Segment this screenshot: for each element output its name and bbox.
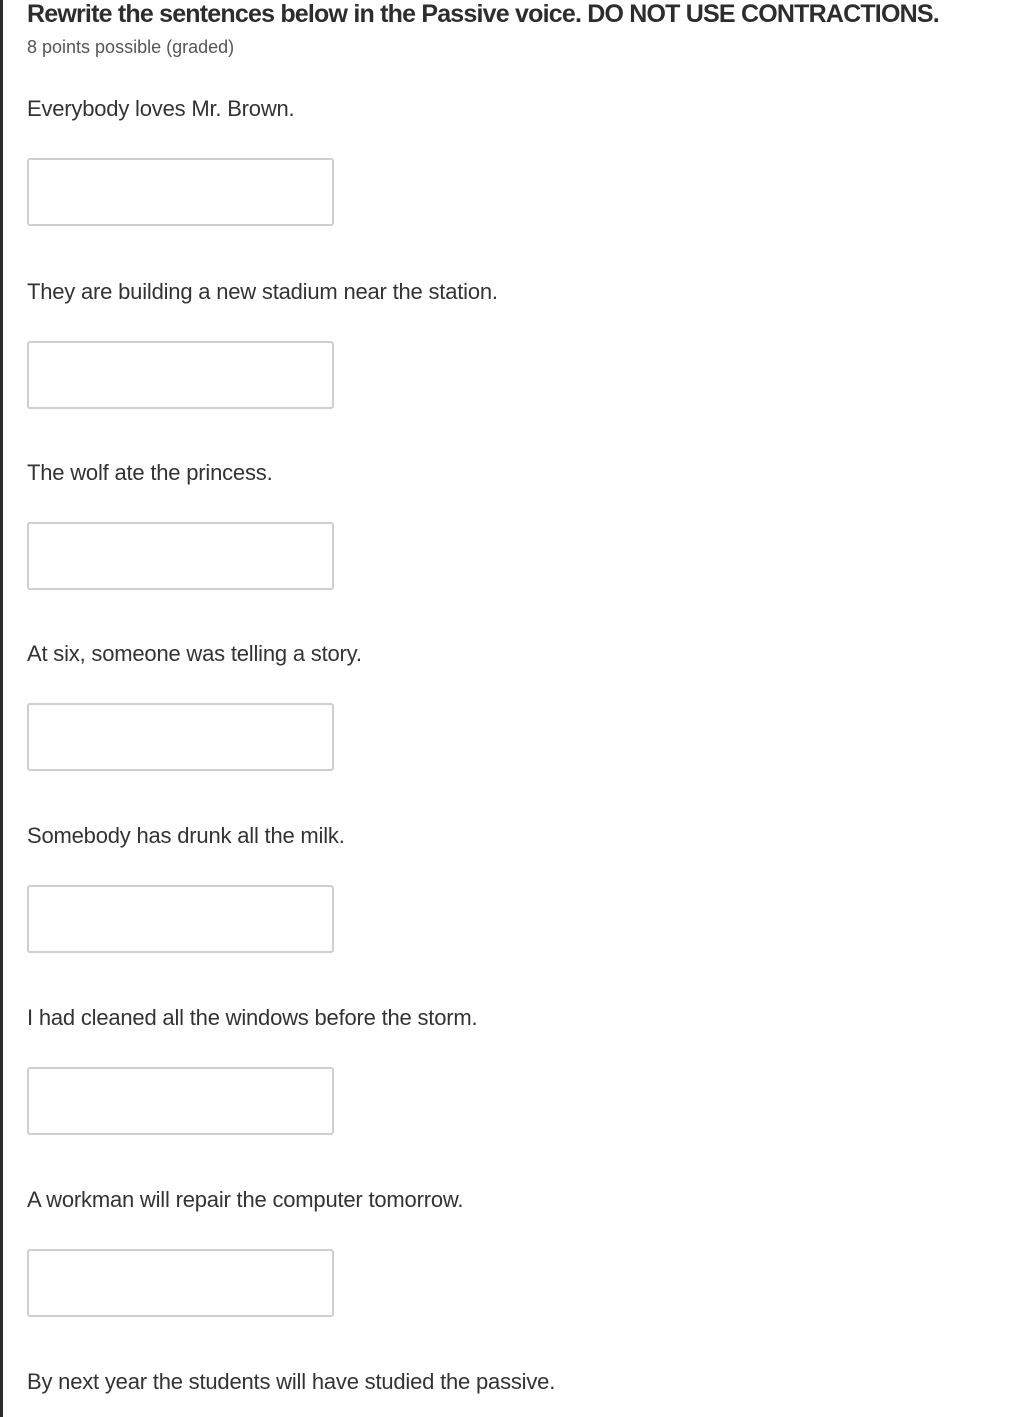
question-2: [27, 279, 498, 409]
answer-input[interactable]: [27, 1249, 334, 1317]
question-prompt: Everybody loves Mr. Brown.: [27, 96, 295, 121]
answer-input[interactable]: [27, 158, 334, 226]
answer-input[interactable]: [27, 703, 334, 771]
question-7: [27, 1187, 463, 1317]
question-6: [27, 1005, 477, 1135]
question-prompt: The wolf ate the princess.: [27, 460, 273, 485]
left-border: [0, 0, 3, 1417]
question-3: [27, 460, 334, 590]
question-prompt: By next year the students will have studied the passive.: [27, 1369, 556, 1394]
question-8: [27, 1369, 555, 1395]
question-prompt: I had cleaned all the windows before the storm.: [27, 1005, 478, 1030]
answer-input[interactable]: [27, 885, 334, 953]
question-prompt: They are building a new stadium near the station.: [27, 279, 498, 304]
answer-input[interactable]: [27, 341, 334, 409]
problem-header: [27, 0, 1017, 58]
answer-input[interactable]: [27, 522, 334, 590]
question-4: [27, 641, 362, 771]
question-prompt: A workman will repair the computer tomorrow.: [27, 1187, 464, 1212]
points-possible: 8 points possible (graded): [27, 37, 235, 57]
question-prompt: At six, someone was telling a story.: [27, 641, 362, 666]
answer-input[interactable]: [27, 1067, 334, 1135]
question-1: [27, 96, 334, 226]
problem-title: Rewrite the sentences below in the Passive voice. DO NOT USE CONTRACTIONS.: [27, 0, 939, 28]
question-prompt: Somebody has drunk all the milk.: [27, 823, 345, 848]
question-5: [27, 823, 345, 953]
